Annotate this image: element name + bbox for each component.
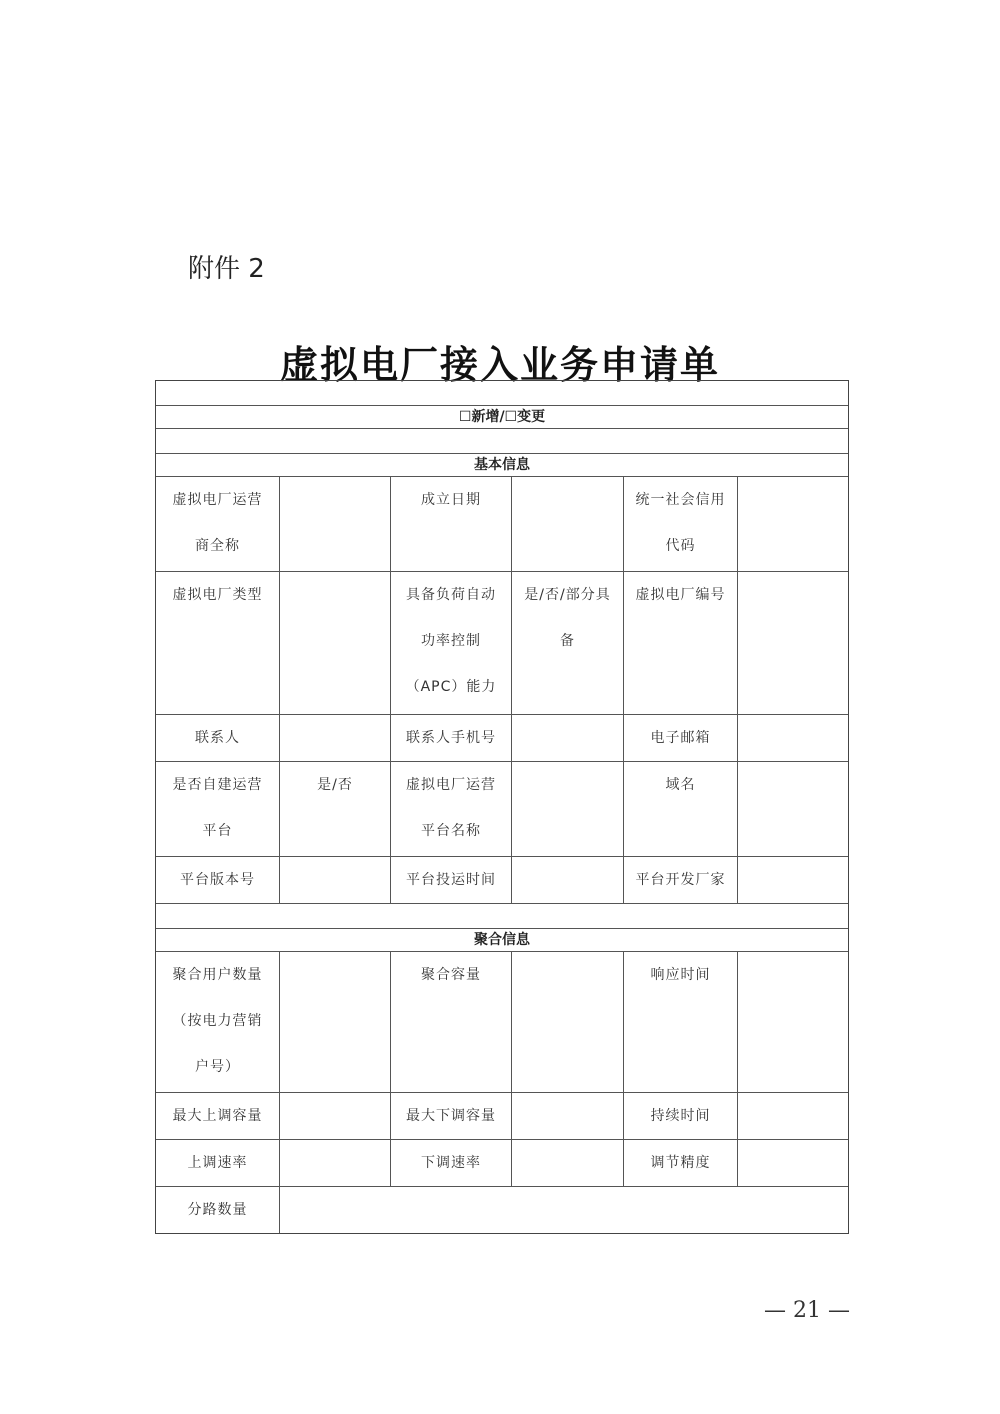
label-contact: 联系人 [195, 730, 240, 746]
label-platform-launch-time: 平台投运时间 [390, 857, 511, 903]
field-domain[interactable] [737, 762, 848, 856]
blank-spacer-row [156, 428, 848, 453]
field-platform-launch-time[interactable] [511, 857, 623, 903]
field-self-built-platform[interactable]: 是/否 [279, 762, 390, 856]
table-row [156, 1186, 848, 1233]
label-max-up-capacity: 最大上调容量 [172, 1108, 263, 1124]
application-form [155, 380, 849, 1234]
table-row [156, 951, 848, 1092]
field-credit-code[interactable] [737, 477, 848, 571]
field-platform-version[interactable] [279, 857, 390, 903]
table-row [156, 1139, 848, 1186]
field-apc-capability[interactable]: 是/否/部分具 备 [511, 572, 623, 714]
field-branch-count[interactable] [279, 1187, 848, 1233]
field-contact[interactable] [279, 715, 390, 761]
field-platform-name[interactable] [511, 762, 623, 856]
table-row [156, 476, 848, 571]
label-email: 电子邮箱 [623, 715, 737, 761]
field-contact-phone[interactable] [511, 715, 623, 761]
field-max-up-capacity[interactable] [279, 1093, 390, 1139]
label-operator-name: 虚拟电厂运营 商全称 [172, 492, 263, 554]
label-down-rate: 下调速率 [390, 1140, 511, 1186]
label-vpp-number: 虚拟电厂编号 [623, 572, 737, 714]
label-branch-count: 分路数量 [187, 1202, 248, 1218]
field-regulation-accuracy[interactable] [737, 1140, 848, 1186]
label-response-time: 响应时间 [623, 952, 737, 1092]
label-established-date: 成立日期 [390, 477, 511, 571]
label-aggregate-users: 聚合用户数量 （按电力营销 户号） [172, 967, 263, 1075]
table-row [156, 571, 848, 714]
field-response-time[interactable] [737, 952, 848, 1092]
label-self-built-platform: 是否自建运营 平台 [172, 777, 263, 839]
request-type[interactable]: ☐新增/☐变更 [156, 405, 848, 428]
label-aggregate-capacity: 聚合容量 [390, 952, 511, 1092]
table-row [156, 1092, 848, 1139]
blank-header-row [156, 381, 848, 405]
label-credit-code: 统一社会信用 代码 [623, 477, 737, 571]
label-max-down-capacity: 最大下调容量 [390, 1093, 511, 1139]
blank-spacer-row [156, 903, 848, 928]
field-down-rate[interactable] [511, 1140, 623, 1186]
attachment-label: 附件 2 [188, 254, 265, 284]
table-row [156, 856, 848, 903]
label-platform-version: 平台版本号 [180, 872, 255, 888]
field-aggregate-capacity[interactable] [511, 952, 623, 1092]
table-row [156, 714, 848, 761]
field-vpp-number[interactable] [737, 572, 848, 714]
label-vpp-type: 虚拟电厂类型 [172, 587, 263, 603]
label-domain: 域名 [623, 762, 737, 856]
page-number: — 21 — [764, 1298, 850, 1323]
label-up-rate: 上调速率 [187, 1155, 248, 1171]
field-established-date[interactable] [511, 477, 623, 571]
form-title: 虚拟电厂接入业务申请单 [279, 342, 720, 387]
field-max-down-capacity[interactable] [511, 1093, 623, 1139]
field-platform-vendor[interactable] [737, 857, 848, 903]
field-up-rate[interactable] [279, 1140, 390, 1186]
label-platform-vendor: 平台开发厂家 [623, 857, 737, 903]
label-regulation-accuracy: 调节精度 [623, 1140, 737, 1186]
label-apc-capability: 具备负荷自动 功率控制 （APC）能力 [390, 572, 511, 714]
field-vpp-type[interactable] [279, 572, 390, 714]
section-basic-info: 基本信息 [156, 453, 848, 476]
field-duration[interactable] [737, 1093, 848, 1139]
table-row [156, 761, 848, 856]
label-contact-phone: 联系人手机号 [390, 715, 511, 761]
section-aggregate-info: 聚合信息 [156, 928, 848, 951]
field-email[interactable] [737, 715, 848, 761]
label-platform-name: 虚拟电厂运营 平台名称 [390, 762, 511, 856]
field-aggregate-users[interactable] [279, 952, 390, 1092]
field-operator-name[interactable] [279, 477, 390, 571]
label-duration: 持续时间 [623, 1093, 737, 1139]
